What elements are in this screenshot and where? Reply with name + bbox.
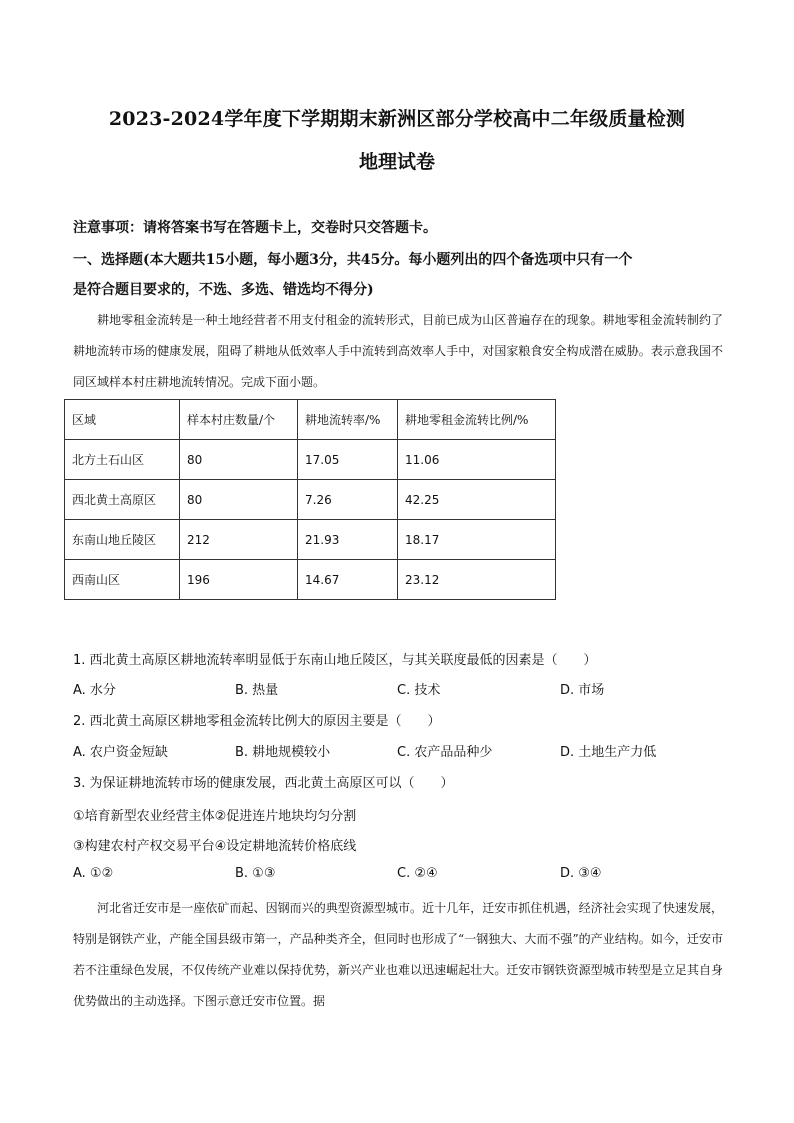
question-3-options	[73, 866, 723, 886]
table-cell: 23.12	[398, 560, 556, 600]
table-cell: 196	[180, 560, 298, 600]
table-header-cell: 耕地零租金流转比例/%	[398, 400, 556, 440]
table-cell: 18.17	[398, 520, 556, 560]
option-a[interactable]: A. 水分	[73, 683, 116, 698]
exam-title: 2023-2024学年度下学期期末新洲区部分学校高中二年级质量检测	[108, 108, 686, 130]
table-cell: 80	[180, 440, 298, 480]
section-heading-line2: 是符合题目要求的，不选、多选、错选均不得分)	[73, 282, 374, 298]
question-1-stem: 1. 西北黄土高原区耕地流转率明显低于东南山地丘陵区，与其关联度最低的因素是（ ）	[73, 653, 597, 668]
table-cell: 西南山区	[65, 560, 180, 600]
option-b[interactable]: B. 耕地规模较小	[235, 745, 331, 760]
question-3-statement-1: ①培育新型农业经营主体②促进连片地块均匀分割	[73, 809, 357, 824]
table-header-cell: 耕地流转率/%	[298, 400, 398, 440]
question-3-stem: 3. 为保证耕地流转市场的健康发展，西北黄土高原区可以（ ）	[73, 776, 454, 791]
table-cell: 17.05	[298, 440, 398, 480]
passage-farmland	[73, 305, 723, 398]
option-a[interactable]: A. ①②	[73, 866, 114, 881]
notice-text: 注意事项：请将答案书写在答题卡上，交卷时只交答题卡。	[73, 220, 437, 236]
option-d[interactable]: D. 土地生产力低	[560, 745, 657, 760]
exam-subject-title: 地理试卷	[358, 151, 435, 173]
option-c[interactable]: C. ②④	[397, 866, 438, 881]
option-c[interactable]: C. 技术	[397, 683, 441, 698]
option-b[interactable]: B. ①③	[235, 866, 276, 881]
table-header-cell: 样本村庄数量/个	[180, 400, 298, 440]
passage-qian-an	[73, 893, 723, 1017]
option-c[interactable]: C. 农产品品种少	[397, 745, 493, 760]
question-1-options	[73, 679, 723, 699]
table-cell: 80	[180, 480, 298, 520]
table-row	[65, 520, 556, 560]
table-cell: 42.25	[398, 480, 556, 520]
table-cell: 北方土石山区	[65, 440, 180, 480]
option-b[interactable]: B. 热量	[235, 683, 279, 698]
passage-farmland-text: 耕地零租金流转是一种土地经营者不用支付租金的流转形式，目前已成为山区普遍存在的现象。耕地零租金流转制约了耕地流转市场的健康发展，阻碍了耕地从低效率人手中流转到高效率人手中，对国家粮食安全构成潜在威胁。表示意我国不同区域样本村庄耕地流转情况。完成下面小题。	[73, 313, 723, 389]
farmland-table	[64, 399, 556, 600]
table-cell: 212	[180, 520, 298, 560]
table-header-row	[65, 400, 556, 440]
table-row	[65, 480, 556, 520]
table-row	[65, 560, 556, 600]
option-d[interactable]: D. 市场	[560, 683, 605, 698]
table-cell: 21.93	[298, 520, 398, 560]
table-header-cell: 区域	[65, 400, 180, 440]
table-cell: 11.06	[398, 440, 556, 480]
option-a[interactable]: A. 农户资金短缺	[73, 745, 168, 760]
table-cell: 14.67	[298, 560, 398, 600]
table-cell: 东南山地丘陵区	[65, 520, 180, 560]
question-2-stem: 2. 西北黄土高原区耕地零租金流转比例大的原因主要是（ ）	[73, 714, 441, 729]
table-cell: 西北黄土高原区	[65, 480, 180, 520]
question-2-options	[73, 741, 723, 761]
option-d[interactable]: D. ③④	[560, 866, 602, 881]
section-heading-line1: 一、选择题(本大题共15小题，每小题3分，共45分。每小题列出的四个备选项中只有一个	[73, 252, 633, 268]
table-cell: 7.26	[298, 480, 398, 520]
question-3-statement-2: ③构建农村产权交易平台④设定耕地流转价格底线	[73, 839, 357, 854]
table-row	[65, 440, 556, 480]
passage-qian-an-text: 河北省迁安市是一座依矿而起、因钢而兴的典型资源型城市。近十几年，迁安市抓住机遇，经济社会实现了快速发展，特别是钢铁产业，产能全国县级市第一，产品种类齐全，但同时也形成了“一钢独大、大而不强”的产业结构。如今，迁安市若不注重绿色发展，不仅传统产业难以保持优势，新兴产业也难以迅速崛起壮大。迁安市钢铁资源型城市转型是立足其自身优势做出的主动选择。下图示意迁安市位置。据	[73, 901, 723, 1008]
